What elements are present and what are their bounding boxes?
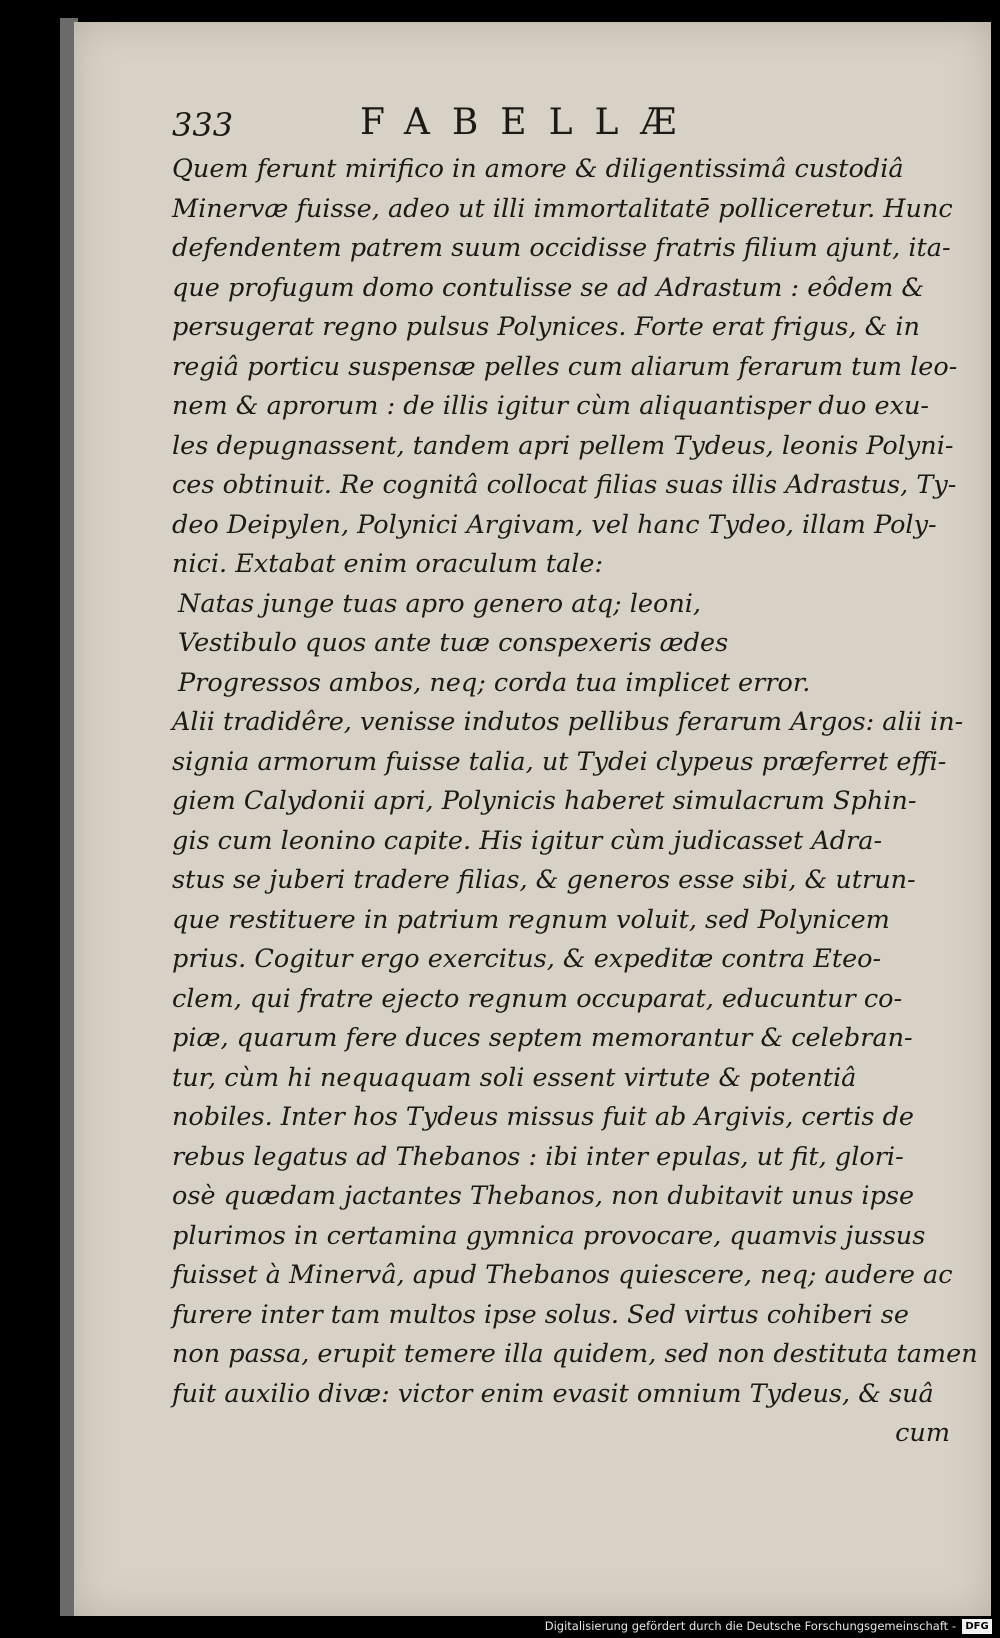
page-number: 333 — [172, 106, 234, 144]
text-line: osè quædam jactantes Thebanos, non dubitavit unus ipse — [172, 1181, 915, 1211]
text-line: giem Calydonii apri, Polynicis haberet simulacrum Sphin- — [172, 786, 917, 816]
text-line: rebus legatus ad Thebanos : ibi inter epulas, ut fit, glori- — [172, 1141, 904, 1172]
text-line: que restituere in patrium regnum voluit, sed Polynicem — [172, 904, 890, 935]
verse-line: Progressos ambos, neq; corda tua implicet error. — [178, 667, 811, 698]
text-line: stus se juberi tradere filias, & generos esse sibi, & utrun- — [172, 865, 916, 895]
text-line: que profugum domo contulisse se ad Adrastum : eôdem & — [172, 272, 925, 303]
text-line: nem & aprorum : de illis igitur cùm aliquantisper duo exu- — [172, 391, 929, 421]
main-text — [172, 150, 978, 1454]
funding-credit: Digitalisierung gefördert durch die Deutsche Forschungsgemeinschaft - — [544, 1619, 956, 1633]
page-header — [172, 98, 912, 148]
text-line: persugerat regno pulsus Polynices. Forte erat frigus, & in — [172, 312, 920, 342]
text-line: plurimos in certamina gymnica provocare, quamvis jussus — [172, 1220, 926, 1251]
text-line: prius. Cogitur ergo exercitus, & expeditæ contra Eteo- — [172, 944, 882, 974]
text-line: Alii tradidêre, venisse indutos pellibus ferarum Argos: alii in- — [172, 707, 964, 737]
text-line: ces obtinuit. Re cognitâ collocat filias suas illis Adrastus, Ty- — [172, 470, 957, 500]
verse-line: Natas junge tuas apro genero atq; leoni, — [178, 588, 701, 619]
text-line: non passa, erupit temere illa quidem, sed non destituta tamen — [172, 1339, 978, 1369]
text-line: les depugnassent, tandem apri pellem Tydeus, leonis Polyni- — [172, 430, 954, 461]
text-line: Quem ferunt mirifico in amore & diligentissimâ custodiâ — [172, 154, 904, 184]
text-line: tur, cùm hi nequaquam soli essent virtute & potentiâ — [172, 1062, 857, 1093]
text-line: defendentem patrem suum occidisse fratris filium ajunt, ita- — [172, 233, 951, 263]
text-line: nici. Extabat enim oraculum tale: — [172, 549, 604, 579]
text-line: furere inter tam multos ipse solus. Sed virtus cohiberi se — [172, 1299, 909, 1330]
text-line: gis cum leonino capite. His igitur cùm judicasset Adra- — [172, 825, 883, 856]
text-line: signia armorum fuisse talia, ut Tydei clypeus præferret effi- — [172, 746, 947, 777]
text-line: Minervæ fuisse, adeo ut illi immortalitatē polliceretur. Hunc — [172, 193, 953, 224]
text-line: piæ, quarum fere duces septem memorantur & celebran- — [172, 1023, 913, 1053]
text-line: fuit auxilio divæ: victor enim evasit omnium Tydeus, & suâ — [172, 1378, 934, 1409]
text-line: clem, qui fratre ejecto regnum occuparat, educuntur co- — [172, 983, 903, 1014]
dfg-logo: DFG — [962, 1619, 992, 1634]
text-line: nobiles. Inter hos Tydeus missus fuit ab Argivis, certis de — [172, 1102, 914, 1132]
text-line: regiâ porticu suspensæ pelles cum aliarum ferarum tum leo- — [172, 351, 958, 382]
text-line: fuisset à Minervâ, apud Thebanos quiescere, neq; audere ac — [172, 1260, 953, 1290]
running-title: FABELLÆ — [360, 102, 699, 143]
verse-line: Vestibulo quos ante tuæ conspexeris ædes — [178, 628, 729, 658]
catchword: cum — [895, 1418, 950, 1448]
footer-bar — [0, 1616, 1000, 1638]
text-line: deo Deipylen, Polynici Argivam, vel hanc Tydeo, illam Poly- — [172, 509, 937, 540]
